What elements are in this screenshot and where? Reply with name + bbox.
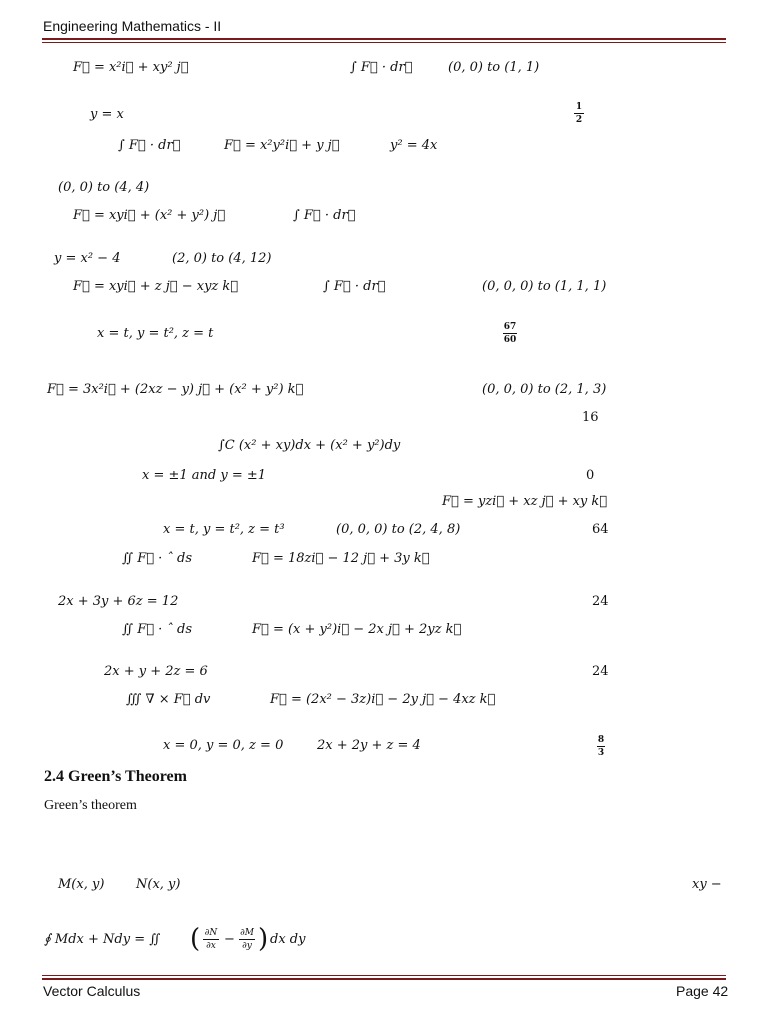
e2-integral: ∫ F⃗ · dr⃗ — [118, 138, 181, 153]
e1-range: (0, 0) to (1, 1) — [448, 60, 540, 75]
e2-range: (0, 0) to (4, 4) — [58, 180, 150, 195]
greens-dy: ∂y — [242, 941, 252, 951]
footer-rule-thick — [42, 978, 726, 980]
header-title: Engineering Mathematics - II — [43, 18, 222, 34]
e1-answer — [574, 102, 584, 125]
greens-paren-left: ( — [190, 924, 201, 954]
e10-integral: ∭ ∇ × F⃗ dv — [126, 692, 211, 707]
e1-answer-den: 2 — [575, 115, 583, 125]
e1-integral: ∫ F⃗ · dr⃗ — [350, 60, 413, 75]
e1-path: y = x — [90, 107, 124, 122]
e4-field: F⃗ = xyi⃗ + z j⃗ − xyz k⃗ — [73, 279, 239, 294]
greens-dm-dy — [239, 928, 255, 951]
e9-field: F⃗ = (x + y²)i⃗ − 2x j⃗ + 2yz k⃗ — [252, 622, 462, 637]
header-rule-thin — [42, 42, 726, 43]
e7-answer: 64 — [592, 522, 609, 537]
footer-rule-thin — [42, 975, 726, 976]
e10-answer-num: 8 — [597, 735, 605, 745]
e4-param: x = t, y = t², z = t — [97, 326, 214, 341]
function-n: N(x, y) — [136, 877, 181, 892]
e10-field: F⃗ = (2x² − 3z)i⃗ − 2y j⃗ − 4xz k⃗ — [270, 692, 496, 707]
function-m: M(x, y) — [58, 877, 105, 892]
section-heading: 2.4 Green’s Theorem — [44, 768, 187, 785]
e8-field: F⃗ = 18zi⃗ − 12 j⃗ + 3y k⃗ — [252, 551, 430, 566]
e9-answer: 24 — [592, 664, 609, 679]
e7-field: F⃗ = yzi⃗ + xz j⃗ + xy k⃗ — [442, 494, 608, 509]
e10-planes: x = 0, y = 0, z = 0 — [163, 738, 284, 753]
e2-curve: y² = 4x — [390, 138, 438, 153]
e7-param: x = t, y = t², z = t³ — [163, 522, 285, 537]
e6-integral: ∫C (x² + xy)dx + (x² + y²)dy — [218, 438, 401, 453]
greens-tail: dx dy — [270, 932, 306, 947]
e3-range: (2, 0) to (4, 12) — [172, 251, 272, 266]
greens-dm: ∂M — [240, 928, 254, 938]
e9-plane: 2x + y + 2z = 6 — [104, 664, 208, 679]
footer-left: Vector Calculus — [43, 983, 141, 999]
e6-bounds: x = ±1 and y = ±1 — [142, 468, 267, 483]
e4-answer-den: 60 — [503, 335, 517, 345]
e10-answer — [597, 735, 605, 758]
e8-answer: 24 — [592, 594, 609, 609]
e6-answer: 0 — [586, 468, 595, 483]
e4-integral: ∫ F⃗ · dr⃗ — [323, 279, 386, 294]
e4-answer — [503, 322, 517, 345]
e2-field: F⃗ = x²y²i⃗ + y j⃗ — [224, 138, 340, 153]
e1-answer-num: 1 — [575, 102, 583, 112]
e5-field: F⃗ = 3x²i⃗ + (2xz − y) j⃗ + (x² + y²) k⃗ — [47, 382, 304, 397]
e7-range: (0, 0, 0) to (2, 4, 8) — [336, 522, 461, 537]
greens-minus: − — [224, 932, 235, 947]
e4-range: (0, 0, 0) to (1, 1, 1) — [482, 279, 607, 294]
e9-integral: ∬ F⃗ · ˆ ds — [122, 622, 193, 637]
greens-paren-right: ) — [258, 924, 269, 954]
section-intro: Green’s theorem — [44, 798, 137, 813]
e4-answer-num: 67 — [503, 322, 517, 332]
greens-dn-dx — [203, 928, 219, 951]
e3-field: F⃗ = xyi⃗ + (x² + y²) j⃗ — [73, 208, 226, 223]
e10-plane: 2x + 2y + z = 4 — [317, 738, 421, 753]
e5-range: (0, 0, 0) to (2, 1, 3) — [482, 382, 607, 397]
footer-page-number: Page 42 — [676, 983, 729, 999]
function-tail: xy − — [692, 877, 722, 892]
e8-plane: 2x + 3y + 6z = 12 — [58, 594, 179, 609]
e8-integral: ∬ F⃗ · ˆ ds — [122, 551, 193, 566]
e3-integral: ∫ F⃗ · dr⃗ — [293, 208, 356, 223]
e5-answer: 16 — [582, 410, 599, 425]
e10-answer-den: 3 — [597, 748, 605, 758]
e3-curve: y = x² − 4 — [54, 251, 121, 266]
greens-dn: ∂N — [204, 928, 218, 938]
e1-field: F⃗ = x²i⃗ + xy² j⃗ — [73, 60, 189, 75]
greens-dx: ∂x — [206, 941, 216, 951]
header-rule-thick — [42, 38, 726, 40]
greens-lhs: ∮ Mdx + Ndy = ∬ — [44, 932, 161, 947]
